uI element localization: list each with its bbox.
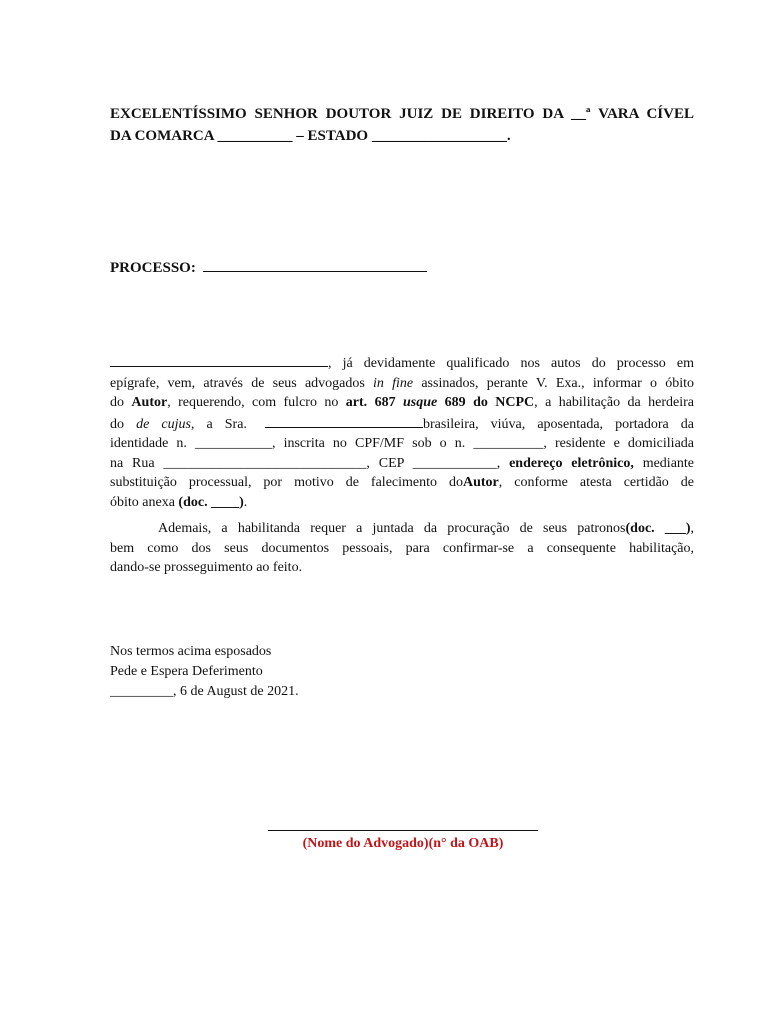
paragraph-request-documents bbox=[110, 519, 694, 578]
date-line: _________, 6 de August de 2021. bbox=[110, 684, 299, 699]
p1-line-4: do de cujus, a Sra. brasileira, viúva, aposentada, portadora da bbox=[110, 413, 694, 435]
p1-line-1: , já devidamente qualificado nos autos do processo em bbox=[110, 352, 694, 374]
p2-line-2: bem como dos seus documentos pessoais, para confirmar-se a consequente habilitação, bbox=[110, 540, 694, 556]
lawyer-signature-name: (Nome do Advogado)(n° da OAB) bbox=[302, 836, 504, 851]
signature-line bbox=[268, 830, 538, 831]
process-number bbox=[110, 257, 427, 278]
p1-line-6: na Rua _____________________________, CEP ____________, endereço eletrônico, mediante bbox=[110, 455, 695, 471]
process-label: PROCESSO: bbox=[110, 260, 196, 276]
p1-line-3: do Autor, requerendo, com fulcro no art. 687 usque 689 do NCPC, a habilitação da herdeira bbox=[110, 395, 695, 410]
court-address-heading bbox=[110, 103, 694, 147]
closing-block bbox=[110, 642, 299, 702]
closing-line-1: Nos termos acima esposados bbox=[110, 644, 272, 659]
heading-line-1: EXCELENTÍSSIMO SENHOR DOUTOR JUIZ DE DIREITO DA __ª VARA CÍVEL bbox=[110, 106, 694, 122]
party-name-blank bbox=[110, 352, 328, 367]
p2-line-1: Ademais, a habilitanda requer a juntada da procuração de seus patronos(doc. ___), bbox=[158, 521, 694, 536]
p1-line-5: identidade n. ___________, inscrita no CPF/MF sob o n. __________, residente e domiciliada bbox=[110, 436, 694, 451]
p1-line-7: substituição processual, por motivo de falecimento doAutor, conforme atesta certidão de bbox=[110, 475, 694, 490]
heading-line-2: DA COMARCA __________ – ESTADO __________________. bbox=[110, 128, 511, 144]
closing-line-2: Pede e Espera Deferimento bbox=[110, 664, 263, 679]
p2-line-3: dando-se prosseguimento ao feito. bbox=[110, 560, 303, 575]
p1-line-2: epígrafe, vem, através de seus advogados in fine assinados, perante V. Exa., informar o óbito bbox=[110, 375, 694, 391]
paragraph-death-notice bbox=[110, 352, 694, 512]
p1-line-8: óbito anexa (doc. ____). bbox=[110, 494, 248, 510]
heir-name-blank bbox=[265, 413, 423, 428]
process-number-blank bbox=[203, 257, 427, 272]
